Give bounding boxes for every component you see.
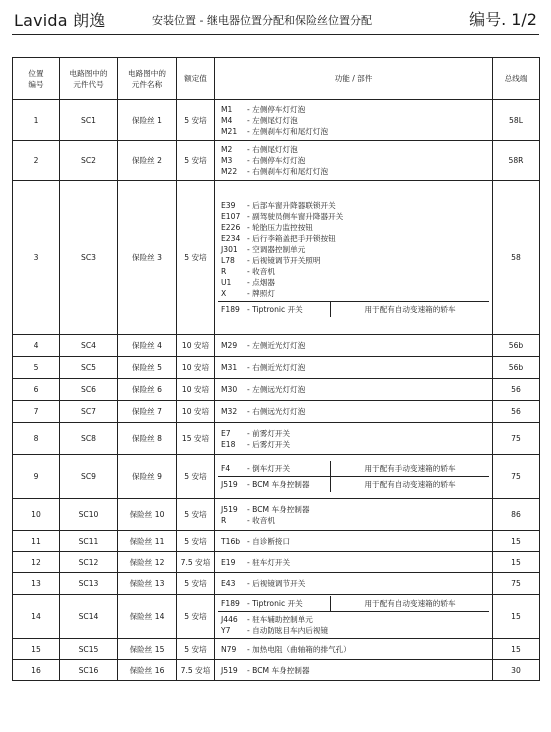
cell-rating: 7.5 安培 [177,552,215,573]
function-item [218,115,489,126]
function-item [218,384,489,395]
cell-function [215,401,493,423]
cell-rating: 5 安培 [177,181,215,335]
cell-bus: 75 [493,423,540,455]
component-description: - 右侧远光灯灯泡 [247,406,489,417]
cell-rating: 10 安培 [177,357,215,379]
component-code: M2 [221,145,233,154]
function-note: 用于配有自动变速箱的轿车 [330,477,489,492]
cell-function [215,379,493,401]
cell-rating: 5 安培 [177,499,215,531]
component-description: - 驻车灯开关 [247,557,489,568]
component-code: T16b [221,536,241,546]
brand-title: Lavida 朗逸 [14,11,106,30]
function-item [218,144,489,155]
function-group [218,360,489,375]
col-header-bus: 总线端 [493,58,540,100]
component-description: - 倒车灯开关 [247,463,330,474]
table-row [13,552,540,573]
function-item [218,211,489,222]
component-description: - 左侧远光灯灯泡 [247,384,489,395]
cell-code: SC11 [60,531,118,552]
cell-name: 保险丝 16 [118,660,177,681]
component-description: - 驻车辅助控制单元 [247,614,489,625]
page-number: 编号. 1/2 [469,10,537,29]
function-group [218,382,489,397]
table-row [13,595,540,639]
cell-code: SC6 [60,379,118,401]
cell-code: SC16 [60,660,118,681]
cell-name: 保险丝 11 [118,531,177,552]
cell-name: 保险丝 15 [118,639,177,660]
cell-position: 11 [13,531,60,552]
component-description: - 点烟器 [247,277,489,288]
col-header-code: 电路图中的 元件代号 [60,58,118,100]
cell-name: 保险丝 6 [118,379,177,401]
component-description: - 前雾灯开关 [247,428,489,439]
table-row [13,379,540,401]
component-code: E43 [221,579,236,588]
component-code: F4 [221,464,231,473]
function-item [218,625,489,636]
table-row [13,423,540,455]
table-header-row [13,58,540,100]
fuse-table [12,57,540,681]
component-code: J519 [221,480,238,489]
cell-code: SC12 [60,552,118,573]
component-description: - 收音机 [247,515,489,526]
component-code: J446 [221,614,238,624]
component-description: - 牌照灯 [247,288,489,299]
function-item [218,166,489,177]
cell-code: SC8 [60,423,118,455]
cell-function [215,335,493,357]
cell-name: 保险丝 1 [118,100,177,141]
cell-name: 保险丝 3 [118,181,177,335]
col-header-function: 功能 / 部件 [215,58,493,100]
component-description: - 收音机 [247,266,489,277]
component-code: X [221,289,227,298]
cell-function [215,639,493,660]
component-code: M22 [221,167,238,176]
function-item [218,439,489,450]
function-item [218,479,330,490]
function-item [218,578,489,589]
table-row [13,660,540,681]
function-group [218,461,489,476]
cell-rating: 5 安培 [177,455,215,499]
function-item [218,222,489,233]
cell-position: 6 [13,379,60,401]
component-code: M3 [221,156,233,165]
cell-rating: 10 安培 [177,379,215,401]
component-code: Y7 [221,625,231,635]
cell-bus: 58R [493,141,540,181]
function-item [218,104,489,115]
page-title: 安装位置 - 继电器位置分配和保险丝位置分配 [152,14,372,27]
component-description: - 自诊断接口 [247,536,489,547]
cell-name: 保险丝 4 [118,335,177,357]
cell-bus: 15 [493,552,540,573]
cell-function [215,141,493,181]
cell-name: 保险丝 7 [118,401,177,423]
cell-position: 15 [13,639,60,660]
cell-bus: 15 [493,595,540,639]
function-group [218,642,489,657]
cell-rating: 7.5 安培 [177,660,215,681]
table-row [13,357,540,379]
cell-code: SC3 [60,181,118,335]
cell-position: 3 [13,181,60,335]
component-description: - 空调器控制单元 [247,244,489,255]
function-item [218,255,489,266]
component-code: L78 [221,256,235,265]
function-group [218,555,489,570]
function-item [218,362,489,373]
function-group [218,142,489,179]
cell-code: SC9 [60,455,118,499]
component-description: - BCM 车身控制器 [247,504,489,515]
component-code: R [221,515,227,525]
function-group [218,338,489,353]
component-description: - 左侧近光灯灯泡 [247,340,489,351]
component-description: - 右侧近光灯灯泡 [247,362,489,373]
cell-code: SC13 [60,573,118,595]
table-body [13,100,540,681]
cell-rating: 5 安培 [177,595,215,639]
component-code: M31 [221,363,238,372]
table-row [13,141,540,181]
cell-position: 10 [13,499,60,531]
component-description: - 加热电阻（曲轴箱的排气孔） [247,644,489,655]
cell-bus: 75 [493,455,540,499]
cell-function [215,531,493,552]
function-group [218,663,489,678]
function-item [218,406,489,417]
cell-bus: 15 [493,639,540,660]
function-group [218,596,489,611]
cell-function [215,660,493,681]
component-description: - 后视镜调节开关 [247,578,489,589]
component-code: M30 [221,385,238,394]
component-code: J519 [221,665,238,675]
cell-bus: 56 [493,379,540,401]
cell-position: 9 [13,455,60,499]
cell-name: 保险丝 10 [118,499,177,531]
component-code: M4 [221,115,233,125]
cell-code: SC2 [60,141,118,181]
cell-name: 保险丝 13 [118,573,177,595]
component-description: - 左侧停车灯灯泡 [247,104,489,115]
component-code: E226 [221,223,241,232]
function-item [218,644,489,655]
cell-function [215,181,493,335]
component-code: R [221,267,227,276]
cell-rating: 5 安培 [177,531,215,552]
function-item [218,340,489,351]
component-code: U1 [221,278,232,287]
function-item [218,614,489,625]
cell-bus: 56 [493,401,540,423]
function-group [218,404,489,419]
cell-name: 保险丝 5 [118,357,177,379]
component-code: F189 [221,305,240,314]
function-group [218,576,489,591]
function-group [218,102,489,139]
component-description: - BCM 车身控制器 [247,479,330,490]
col-header-name: 电路图中的 元件名称 [118,58,177,100]
table-row [13,573,540,595]
page-header [0,0,551,34]
function-item [218,200,489,211]
function-item [218,504,489,515]
cell-rating: 5 安培 [177,639,215,660]
cell-bus: 58 [493,181,540,335]
table-row [13,401,540,423]
function-item [218,463,330,474]
function-item [218,155,489,166]
component-description: - 后部车窗升降器联锁开关 [247,200,489,211]
cell-name: 保险丝 2 [118,141,177,181]
component-code: F189 [221,598,240,608]
cell-position: 14 [13,595,60,639]
cell-name: 保险丝 9 [118,455,177,499]
col-header-rating: 额定值 [177,58,215,100]
function-item [218,515,489,526]
table-row [13,100,540,141]
function-item [218,126,489,137]
component-code: M32 [221,407,238,416]
cell-function [215,455,493,499]
function-item [218,288,489,299]
cell-code: SC7 [60,401,118,423]
cell-code: SC1 [60,100,118,141]
component-description: - 后视镜调节开关照明 [247,255,489,266]
component-description: - 后行李箱盖把手开锁按钮 [247,233,489,244]
component-description: - BCM 车身控制器 [247,665,489,676]
cell-position: 8 [13,423,60,455]
cell-position: 16 [13,660,60,681]
component-description: - 轮胎压力监控按钮 [247,222,489,233]
cell-rating: 5 安培 [177,100,215,141]
cell-name: 保险丝 8 [118,423,177,455]
cell-position: 7 [13,401,60,423]
component-description: - 右侧尾灯灯泡 [247,144,489,155]
cell-bus: 86 [493,499,540,531]
function-item [218,304,330,315]
component-code: M1 [221,104,233,114]
cell-function [215,499,493,531]
cell-position: 4 [13,335,60,357]
component-code: E7 [221,428,231,438]
header-rule [12,34,539,35]
cell-rating: 10 安培 [177,401,215,423]
component-description: - 副驾驶员侧车窗升降器开关 [247,211,489,222]
cell-position: 1 [13,100,60,141]
cell-bus: 58L [493,100,540,141]
function-item [218,233,489,244]
cell-position: 13 [13,573,60,595]
component-description: - 后雾灯开关 [247,439,489,450]
function-item [218,244,489,255]
function-item [218,277,489,288]
cell-code: SC10 [60,499,118,531]
function-item [218,428,489,439]
function-group [218,534,489,549]
cell-rating: 5 安培 [177,573,215,595]
function-note: 用于配有手动变速箱的轿车 [330,461,489,476]
component-code: E18 [221,439,236,449]
cell-name: 保险丝 12 [118,552,177,573]
component-code: E234 [221,234,241,243]
component-code: M21 [221,126,238,136]
function-group [218,426,489,452]
cell-name: 保险丝 14 [118,595,177,639]
component-description: - 右侧刹车灯和尾灯灯泡 [247,166,489,177]
component-code: M29 [221,341,238,350]
component-description: - 右侧停车灯灯泡 [247,155,489,166]
cell-function [215,100,493,141]
cell-rating: 10 安培 [177,335,215,357]
table-row [13,639,540,660]
component-description: - 左侧刹车灯和尾灯灯泡 [247,126,489,137]
function-item [218,266,489,277]
cell-bus: 56b [493,357,540,379]
table-row [13,499,540,531]
table-row [13,455,540,499]
function-note: 用于配有自动变速箱的轿车 [330,302,489,317]
cell-position: 2 [13,141,60,181]
cell-position: 5 [13,357,60,379]
component-code: J301 [221,245,238,254]
function-group [218,611,489,638]
component-description: - 自动防眩目车内后视镜 [247,625,489,636]
col-header-position: 位置 编号 [13,58,60,100]
component-description: - Tiptronic 开关 [247,598,330,609]
function-group [218,198,489,301]
cell-bus: 15 [493,531,540,552]
cell-code: SC14 [60,595,118,639]
component-code: E19 [221,557,236,567]
component-code: E39 [221,201,236,210]
cell-function [215,552,493,573]
component-code: E107 [221,212,241,221]
cell-rating: 15 安培 [177,423,215,455]
table-row [13,531,540,552]
function-item [218,557,489,568]
cell-function [215,423,493,455]
function-group [218,502,489,528]
cell-bus: 30 [493,660,540,681]
function-group [218,476,489,492]
table-row [13,335,540,357]
table-row [13,181,540,335]
cell-function [215,357,493,379]
function-note: 用于配有自动变速箱的轿车 [330,596,489,611]
cell-code: SC15 [60,639,118,660]
cell-function [215,573,493,595]
cell-bus: 75 [493,573,540,595]
cell-bus: 56b [493,335,540,357]
function-item [218,598,330,609]
function-group [218,301,489,317]
component-description: - Tiptronic 开关 [247,304,330,315]
cell-position: 12 [13,552,60,573]
cell-code: SC4 [60,335,118,357]
component-description: - 左侧尾灯灯泡 [247,115,489,126]
function-item [218,665,489,676]
cell-rating: 5 安培 [177,141,215,181]
component-code: J519 [221,504,238,514]
component-code: N79 [221,644,237,654]
function-item [218,536,489,547]
cell-function [215,595,493,639]
cell-code: SC5 [60,357,118,379]
